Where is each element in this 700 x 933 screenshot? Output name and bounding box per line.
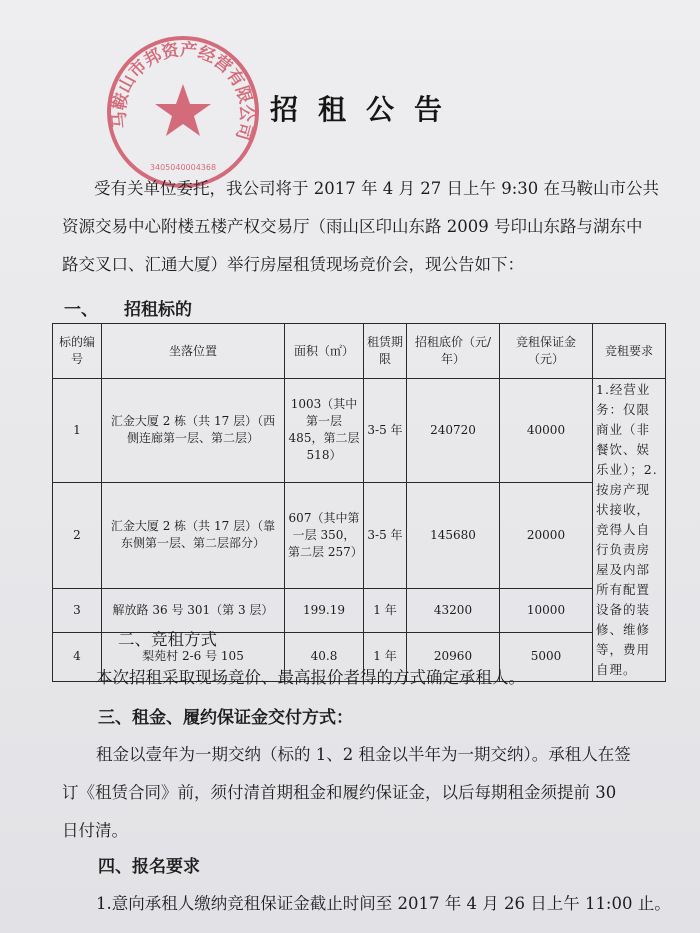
- section-4-body: 1.意向承租人缴纳竞租保证金截止时间至 2017 年 4 月 26 日上午 11:00 止。: [96, 894, 671, 913]
- cell-no: 3: [53, 588, 102, 632]
- header-cell: 租赁期限: [364, 324, 407, 379]
- section-1-heading: 一、 招租标的: [64, 300, 192, 320]
- cell-term: 1 年: [364, 632, 407, 681]
- company-seal-stamp: [98, 22, 268, 192]
- cell-term: 1 年: [364, 588, 407, 632]
- cell-area: 1003（其中第一层 485，第二层 518）: [285, 379, 364, 483]
- cell-area: 607（其中第一层 350，第二层 257）: [285, 482, 364, 588]
- header-cell: 坐落位置: [102, 324, 285, 379]
- table-row: [53, 482, 666, 588]
- cell-location: 梨苑村 2-6 号 105: [102, 632, 285, 681]
- cell-no: 2: [53, 482, 102, 588]
- svg-text:3405040004368: 3405040004368: [149, 163, 217, 172]
- header-cell: 竞租保证金（元）: [500, 324, 593, 379]
- cell-no: 1: [53, 379, 102, 483]
- cell-price: 240720: [407, 379, 500, 483]
- header-cell: 招租底价（元/年）: [407, 324, 500, 379]
- cell-deposit: 5000: [500, 632, 593, 681]
- cell-area: 40.8: [285, 632, 364, 681]
- section-3-body-line2: 订《租赁合同》前，须付清首期租金和履约保证金，以后每期租金须提前 30: [62, 783, 617, 802]
- cell-term: 3-5 年: [364, 379, 407, 483]
- cell-price: 145680: [407, 482, 500, 588]
- section-3-heading: 三、租金、履约保证金交付方式：: [98, 708, 353, 728]
- cell-deposit: 10000: [500, 588, 593, 632]
- section-4-heading: 四、报名要求: [98, 857, 200, 877]
- header-cell: 面积（㎡）: [285, 324, 364, 379]
- cell-no: 4: [53, 632, 102, 681]
- section-2-heading: 二、竞租方式: [118, 630, 217, 649]
- cell-area: 199.19: [285, 588, 364, 632]
- cell-location: 解放路 36 号 301（第 3 层）: [102, 588, 285, 632]
- section-2-body: 本次招租采取现场竞价、最高报价者得的方式确定承租人。: [96, 668, 525, 687]
- header-cell: 标的编号: [53, 324, 102, 379]
- section-3-body-line1: 租金以壹年为一期交纳（标的 1、2 租金以半年为一期交纳）。承租人在签: [96, 745, 631, 764]
- intro-paragraph: 受有关单位委托，我公司将于 2017 年 4 月 27 日上午 9:30 在马鞍山市公共 资源交易中心附楼五楼产权交易厅（雨山区印山东路 2009 号印山东路与湖东中 路交叉口、汇通大厦）举行房屋租赁现场竞价会，现公告如下：: [62, 179, 659, 274]
- cell-location: 汇金大厦 2 栋（共 17 层）（西侧连廊第一层、第二层）: [102, 379, 285, 483]
- svg-text:马鞍山市邦资产经营有限公司: 马鞍山市邦资产经营有限公司: [109, 40, 257, 143]
- section-3-body-line3: 日付清。: [62, 821, 128, 840]
- document-title: 招租公告: [270, 93, 463, 126]
- cell-price: 43200: [407, 588, 500, 632]
- cell-term: 3-5 年: [364, 482, 407, 588]
- table-header-row: [53, 324, 666, 379]
- cell-location: 汇金大厦 2 栋（共 17 层）（靠东侧第一层、第二层部分）: [102, 482, 285, 588]
- table-row: [53, 379, 666, 483]
- cell-price: 20960: [407, 632, 500, 681]
- header-cell: 竞租要求: [593, 324, 666, 379]
- cell-requirements: 1.经营业务：仅限商业（非餐饮、娱乐业）；2.按房产现状接收，竞得人自行负责房屋及内部所有配置设备的装修、维修等，费用自理。: [593, 379, 666, 682]
- cell-deposit: 20000: [500, 482, 593, 588]
- cell-deposit: 40000: [500, 379, 593, 483]
